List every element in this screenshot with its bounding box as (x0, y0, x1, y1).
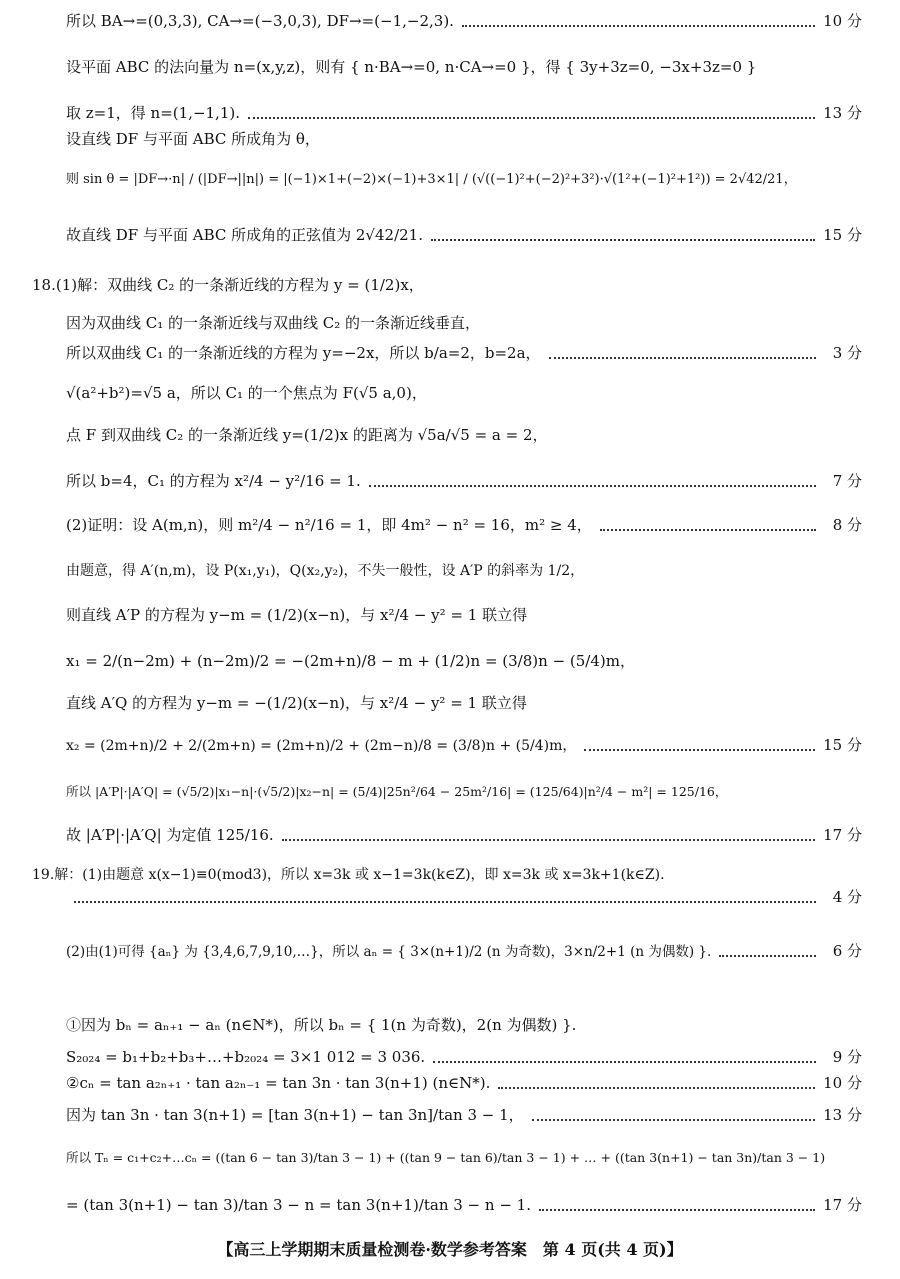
line-19 (0, 784, 900, 800)
score-label: 15 分 (823, 226, 862, 244)
line-text: 因为 tan 3n · tan 3(n+1) = [tan 3(n+1) − tan 3n]/tan 3 − 1， (66, 1106, 524, 1124)
leader-dots (369, 485, 816, 487)
line-text: √(a²+b²)=√5 a，所以 C₁ 的一个焦点为 F(√5 a,0)， (66, 384, 427, 402)
line-text: ②cₙ = tan a₂ₙ₊₁ · tan a₂ₙ₋₁ = tan 3n · tan 3(n+1) (n∈N*). (66, 1074, 491, 1092)
line-24 (0, 1016, 900, 1036)
line-text: 所以双曲线 C₁ 的一条渐近线的方程为 y=−2x，所以 b/a=2，b=2a， (66, 344, 541, 362)
line-1 (0, 12, 900, 32)
line-26 (0, 1074, 900, 1094)
page-footer: 【高三上学期期末质量检测卷·数学参考答案 第 4 页(共 4 页)】 (217, 1240, 683, 1259)
leader-dots (532, 1119, 815, 1121)
score-label: 10 分 (823, 1074, 862, 1092)
line-text: 点 F 到双曲线 C₂ 的一条渐近线 y=(1/2)x 的距离为 √5a/√5 = a = 2， (66, 426, 548, 444)
line-text: 因为双曲线 C₁ 的一条渐近线与双曲线 C₂ 的一条渐近线垂直， (66, 314, 481, 332)
line-text: x₁ = 2/(n−2m) + (n−2m)/2 = −(2m+n)/8 − m + (1/2)n = (3/8)n − (5/4)m， (66, 652, 635, 670)
line-12 (0, 472, 900, 492)
line-text: 故直线 DF 与平面 ABC 所成角的正弦值为 2√42/21. (66, 226, 423, 244)
score-label: 6 分 (832, 942, 862, 960)
line-text: 取 z=1，得 n=(1,−1,1). (66, 104, 240, 122)
score-label: 4 分 (832, 888, 862, 906)
score-label: 9 分 (832, 1048, 862, 1066)
line-text: 所以 |A′P|·|A′Q| = (√5/2)|x₁−n|·(√5/2)|x₂−n| = (5/4)|25n²/64 − 25m²/16| = (125/64)|n²/4 − m²| = 125/16， (66, 784, 728, 799)
score-label: 7 分 (832, 472, 862, 490)
line-text: = (tan 3(n+1) − tan 3)/tan 3 − n = tan 3(n+1)/tan 3 − n − 1. (66, 1196, 531, 1214)
line-21 (0, 866, 900, 884)
line-7 (0, 276, 900, 296)
line-text: x₂ = (2m+n)/2 + 2/(2m+n) = (2m+n)/2 + (2m−n)/8 = (3/8)n + (5/4)m， (66, 738, 577, 755)
line-text: 直线 A′Q 的方程为 y−m = −(1/2)(x−n)，与 x²/4 − y² = 1 联立得 (66, 694, 527, 712)
score-label: 17 分 (823, 1196, 862, 1214)
leader-dots (433, 1061, 816, 1063)
line-text: 则直线 A′P 的方程为 y−m = (1/2)(x−n)，与 x²/4 − y² = 1 联立得 (66, 606, 528, 624)
line-17 (0, 694, 900, 714)
line-text: 由题意，得 A′(n,m)，设 P(x₁,y₁)，Q(x₂,y₂)，不失一般性，设 A′P 的斜率为 1/2， (66, 563, 585, 579)
line-23 (0, 942, 900, 962)
leader-dots (498, 1087, 815, 1089)
leader-dots (719, 955, 816, 957)
line-text: 则 sin θ = |DF→·n| / (|DF→||n|) = |(−1)×1+(−2)×(−1)+3×1| / (√((−1)²+(−2)²+3²)·√(1²+(−1)²+1²)) = 2√42/21， (66, 172, 797, 187)
line-25 (0, 1048, 900, 1068)
leader-dots (584, 749, 815, 751)
line-13 (0, 516, 900, 536)
leader-dots (462, 25, 815, 27)
line-3 (0, 104, 900, 124)
leader-dots (248, 117, 815, 119)
line-text: 所以 b=4，C₁ 的方程为 x²/4 − y²/16 = 1. (66, 472, 361, 490)
line-22 (0, 888, 900, 908)
line-18 (0, 736, 900, 756)
leader-dots (282, 839, 815, 841)
leader-dots (549, 357, 816, 359)
line-5 (0, 172, 900, 189)
score-label: 15 分 (823, 736, 862, 754)
score-label: 13 分 (823, 104, 862, 122)
line-text: (2)由(1)可得 {aₙ} 为 {3,4,6,7,9,10,…}，所以 aₙ = { 3×(n+1)/2 (n 为奇数)，3×n/2+1 (n 为偶数) }. (66, 943, 712, 960)
line-8 (0, 314, 900, 334)
line-6 (0, 226, 900, 246)
line-text: S₂₀₂₄ = b₁+b₂+b₃+…+b₂₀₂₄ = 3×1 012 = 3 036. (66, 1048, 426, 1066)
line-28 (0, 1150, 900, 1166)
line-text: ①因为 bₙ = aₙ₊₁ − aₙ (n∈N*)，所以 bₙ = { 1(n 为奇数)，2(n 为偶数) }. (66, 1016, 577, 1034)
line-15 (0, 606, 900, 626)
line-16 (0, 652, 900, 672)
line-27 (0, 1106, 900, 1126)
leader-dots (539, 1209, 815, 1211)
line-29 (0, 1196, 900, 1216)
line-2 (0, 58, 900, 78)
line-text: 设平面 ABC 的法向量为 n=(x,y,z)，则有 { n·BA→=0, n·CA→=0 }，得 { 3y+3z=0, −3x+3z=0 } (66, 58, 757, 76)
score-label: 3 分 (832, 344, 862, 362)
line-4 (0, 130, 900, 150)
line-9 (0, 344, 900, 364)
line-20 (0, 826, 900, 846)
line-text: (2)证明：设 A(m,n)，则 m²/4 − n²/16 = 1，即 4m² − n² = 16，m² ≥ 4， (66, 516, 592, 534)
score-label: 8 分 (832, 516, 862, 534)
line-11 (0, 426, 900, 446)
line-text: 所以 Tₙ = c₁+c₂+…cₙ = ((tan 6 − tan 3)/tan 3 − 1) + ((tan 9 − tan 6)/tan 3 − 1) + … + ((tan 3(n+1) − tan 3n)/tan 3 − 1) (66, 1150, 826, 1165)
score-label: 13 分 (823, 1106, 862, 1124)
leader-dots (431, 239, 815, 241)
line-text: 18.(1)解：双曲线 C₂ 的一条渐近线的方程为 y = (1/2)x， (32, 276, 424, 294)
line-text: 所以 BA→=(0,3,3), CA→=(−3,0,3), DF→=(−1,−2,3). (66, 12, 454, 30)
line-text: 设直线 DF 与平面 ABC 所成角为 θ， (66, 130, 320, 148)
line-text: 19.解：(1)由题意 x(x−1)≡0(mod3)，所以 x=3k 或 x−1=3k(k∈Z)，即 x=3k 或 x=3k+1(k∈Z). (32, 867, 665, 883)
line-10 (0, 384, 900, 404)
score-label: 17 分 (823, 826, 862, 844)
line-14 (0, 562, 900, 580)
leader-dots (600, 529, 816, 531)
score-label: 10 分 (823, 12, 862, 30)
line-text: 故 |A′P|·|A′Q| 为定值 125/16. (66, 826, 274, 844)
leader-dots (74, 901, 816, 903)
